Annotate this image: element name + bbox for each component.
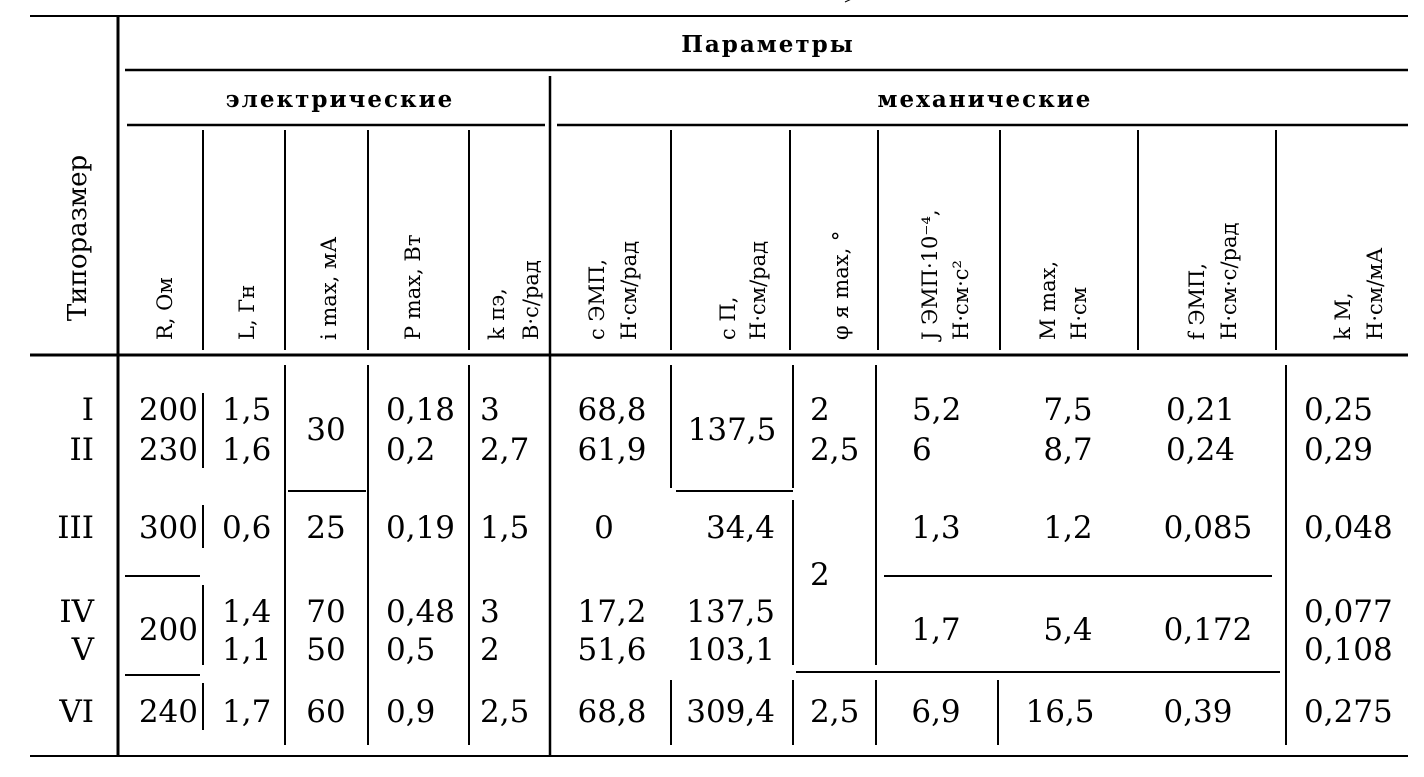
cell-r: 230 — [138, 432, 198, 468]
cell-imax: 70 — [306, 594, 346, 630]
col-header-jemp-l2: Н·см·с² — [949, 260, 973, 340]
col-header-cemp-l1: c ЭМП, — [585, 259, 609, 340]
row-label-3: III — [57, 510, 94, 546]
cell-pmax: 0,18 — [386, 392, 456, 428]
col-header-cp-l1: c П, — [716, 296, 740, 340]
cell-r: 300 — [138, 510, 198, 546]
row-label-6: VI — [59, 694, 94, 730]
cell-cemp: 51,6 — [577, 632, 647, 668]
col-header-l: L, Гн — [235, 284, 259, 340]
cell-l: 1,7 — [222, 694, 272, 730]
cell-l: 1,1 — [222, 632, 272, 668]
cell-mmax: 7,5 — [1043, 392, 1093, 428]
cell-pmax: 0,2 — [386, 432, 436, 468]
row-label-4: IV — [59, 594, 94, 630]
cell-km: 0,048 — [1304, 510, 1393, 546]
cell-l: 1,4 — [222, 594, 272, 630]
cell-pmax: 0,9 — [386, 694, 436, 730]
col-header-r: R, Ом — [153, 277, 177, 340]
cell-l: 1,6 — [222, 432, 272, 468]
row-label-1: I — [81, 392, 94, 428]
cell-phi: 2 — [810, 392, 830, 428]
cell-pmax: 0,19 — [386, 510, 456, 546]
cell-femp: 0,21 — [1166, 392, 1236, 428]
col-header-kpe-l2: В·с/рад — [519, 260, 543, 340]
cell-mmax: 5,4 — [1043, 612, 1093, 648]
cell-cemp: 68,8 — [577, 392, 647, 428]
cell-jemp: 1,3 — [911, 510, 961, 546]
col-header-kpe-l1: k пэ, — [485, 288, 509, 340]
cell-kpe: 3 — [480, 392, 500, 428]
row-label-5: V — [71, 632, 94, 668]
cell-l: 0,6 — [222, 510, 272, 546]
header-mechanical: механические — [877, 86, 1093, 113]
cell-cemp: 0 — [594, 510, 614, 546]
cell-r: 240 — [138, 694, 198, 730]
cell-cp: 103,1 — [686, 632, 775, 668]
col-header-jemp-l1: J ЭМП·10⁻⁴, — [918, 209, 942, 340]
cell-imax: 30 — [306, 412, 346, 448]
cell-cp: 34,4 — [705, 510, 775, 546]
col-header-imax: i max, мА — [317, 236, 341, 340]
cell-phi: 2,5 — [810, 694, 860, 730]
row-label-2: II — [69, 432, 94, 468]
col-header-pmax: P max, Вт — [401, 234, 425, 340]
col-header-km-l1: k M, — [1331, 292, 1355, 340]
cell-imax: 60 — [306, 694, 346, 730]
col-header-mmax-l2: Н·см — [1067, 286, 1091, 340]
cell-phi: 2 — [810, 557, 830, 593]
col-header-cemp-l2: Н·см/рад — [617, 240, 641, 340]
cell-kpe: 3 — [480, 594, 500, 630]
col-header-cp-l2: Н·см/рад — [746, 240, 770, 340]
cell-kpe: 2,5 — [480, 694, 530, 730]
cell-phi: 2,5 — [810, 432, 860, 468]
cell-km: 0,29 — [1304, 432, 1374, 468]
cell-kpe: 2 — [480, 632, 500, 668]
cell-femp: 0,24 — [1166, 432, 1236, 468]
cell-mmax: 1,2 — [1043, 510, 1093, 546]
cell-cp: 137,5 — [686, 594, 775, 630]
cell-kpe: 2,7 — [480, 432, 530, 468]
cell-km: 0,108 — [1304, 632, 1393, 668]
col-header-km-l2: Н·см/мА — [1363, 247, 1387, 340]
cell-pmax: 0,5 — [386, 632, 436, 668]
cell-km: 0,077 — [1304, 594, 1393, 630]
cell-mmax: 8,7 — [1043, 432, 1093, 468]
cell-jemp: 5,2 — [912, 392, 962, 428]
cell-cp: 137,5 — [687, 412, 777, 448]
col-header-mmax-l1: M max, — [1036, 260, 1060, 340]
cell-femp: 0,085 — [1163, 510, 1253, 546]
cell-r: 200 — [138, 392, 198, 428]
cell-km: 0,275 — [1304, 694, 1393, 730]
cell-l: 1,5 — [222, 392, 272, 428]
cell-cp: 309,4 — [686, 694, 775, 730]
header-type-size: Типоразмер — [63, 154, 93, 322]
header-parameters: Параметры — [681, 31, 855, 58]
cell-femp: 0,39 — [1163, 694, 1233, 730]
cell-imax: 50 — [306, 632, 346, 668]
col-header-femp-l1: f ЭМП, — [1185, 262, 1209, 340]
col-header-phi: φ я max, ° — [829, 230, 853, 340]
cell-femp: 0,172 — [1163, 612, 1253, 648]
cell-cemp: 17,2 — [577, 594, 647, 630]
cell-jemp: 6 — [912, 432, 932, 468]
cell-jemp: 6,9 — [911, 694, 961, 730]
cell-pmax: 0,48 — [386, 594, 456, 630]
cell-jemp: 1,7 — [911, 612, 961, 648]
cell-r: 200 — [138, 612, 198, 648]
cell-cemp: 61,9 — [577, 432, 647, 468]
cell-imax: 25 — [306, 510, 346, 546]
cell-mmax: 16,5 — [1025, 694, 1095, 730]
header-electrical: электрические — [225, 86, 455, 113]
cell-km: 0,25 — [1304, 392, 1374, 428]
col-header-femp-l2: Н·см·с/рад — [1217, 222, 1241, 340]
cell-cemp: 68,8 — [577, 694, 647, 730]
cell-kpe: 1,5 — [480, 510, 530, 546]
